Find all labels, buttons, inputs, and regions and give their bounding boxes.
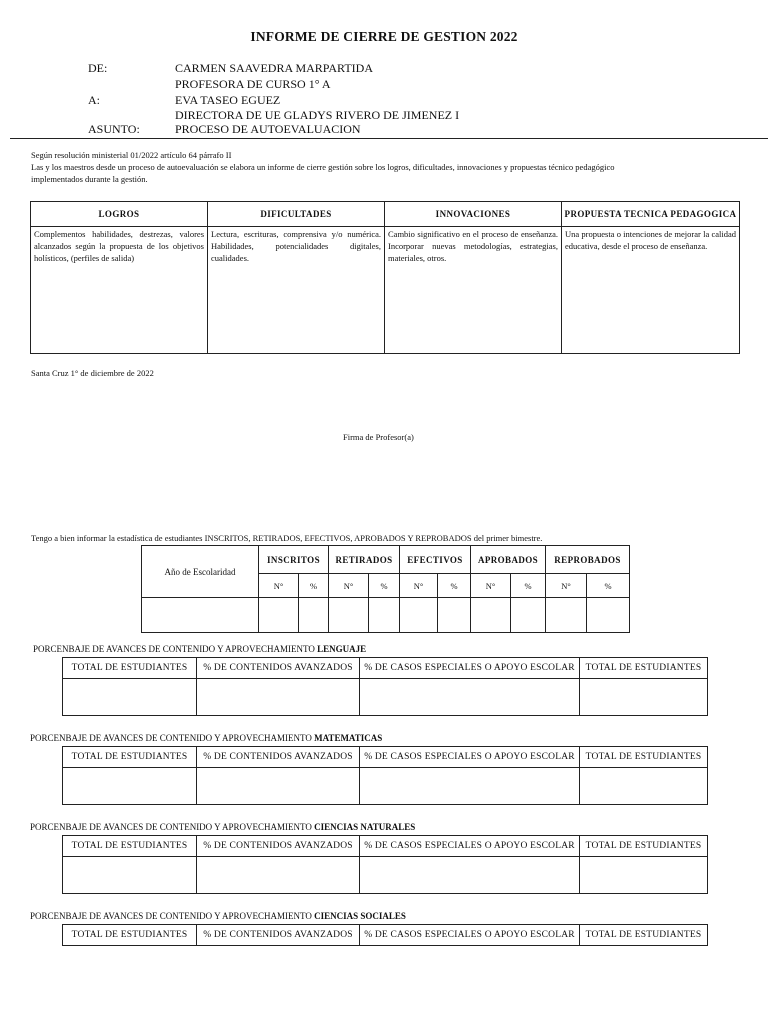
from-role: PROFESORA DE CURSO 1° A [175, 77, 331, 91]
date-line: Santa Cruz 1° de diciembre de 2022 [31, 368, 154, 378]
intro-line-3: implementados durante la gestión. [31, 174, 148, 184]
stats-entry-cell[interactable] [369, 598, 400, 633]
table-ciencias-naturales [62, 835, 708, 894]
col-special-cases: % DE CASOS ESPECIALES O APOYO ESCOLAR [360, 658, 580, 679]
table-ciencias-sociales [62, 924, 708, 946]
header-dificultades: DIFICULTADES [208, 202, 385, 227]
subject-ciencias-sociales: CIENCIAS SOCIALES [314, 911, 406, 921]
col-content-advanced: % DE CONTENIDOS AVANZADOS [197, 836, 360, 857]
col-total-students: TOTAL DE ESTUDIANTES [63, 658, 197, 679]
col-special-cases: % DE CASOS ESPECIALES O APOYO ESCOLAR [360, 836, 580, 857]
cell-innovaciones: Cambio significativo en el proceso de enseñanza. Incorporar nuevas metodologías, estrategias, materiales, otros. [385, 227, 562, 354]
section-title-lenguaje: PORCENBAJE DE AVANCES DE CONTENIDO Y APROVECHAMIENTO LENGUAJE [33, 644, 367, 654]
col-content-advanced: % DE CONTENIDOS AVANZADOS [197, 925, 360, 946]
col-total-students: TOTAL DE ESTUDIANTES [580, 925, 708, 946]
stats-entry-cell[interactable] [471, 598, 511, 633]
subject-ciencias-naturales: CIENCIAS NATURALES [314, 822, 416, 832]
entry-cell[interactable] [580, 679, 708, 716]
col-total-students: TOTAL DE ESTUDIANTES [63, 836, 197, 857]
signature-label: Firma de Profesor(a) [343, 432, 414, 442]
student-stats-table [141, 545, 630, 633]
intro-line-1: Según resolución ministerial 01/2022 artículo 64 párrafo II [31, 150, 232, 160]
stats-entry-cell[interactable] [259, 598, 299, 633]
self-evaluation-table [30, 201, 740, 354]
section-title-ciencias-naturales: PORCENBAJE DE AVANCES DE CONTENIDO Y APROVECHAMIENTO CIENCIAS NATURALES [30, 822, 416, 832]
sub-pct: % [587, 574, 630, 598]
intro-line-2: Las y los maestros desde un proceso de autoevaluación se elabora un informe de cierre gestión sobre los logros, dificultades, innovaciones y propuestas técnico pedagógico [31, 162, 615, 172]
stats-entry-cell[interactable] [546, 598, 587, 633]
from-label: DE: [88, 61, 108, 75]
sub-n: N° [471, 574, 511, 598]
group-efectivos: EFECTIVOS [400, 546, 471, 574]
col-total-students: TOTAL DE ESTUDIANTES [580, 658, 708, 679]
col-special-cases: % DE CASOS ESPECIALES O APOYO ESCOLAR [360, 747, 580, 768]
sub-n: N° [546, 574, 587, 598]
entry-cell[interactable] [360, 857, 580, 894]
header-innovaciones: INNOVACIONES [385, 202, 562, 227]
group-inscritos: INSCRITOS [259, 546, 329, 574]
sub-n: N° [329, 574, 369, 598]
col-total-students: TOTAL DE ESTUDIANTES [580, 747, 708, 768]
entry-cell[interactable] [63, 857, 197, 894]
grade-year-header: Año de Escolaridad [142, 546, 259, 598]
sub-pct: % [438, 574, 471, 598]
sub-pct: % [511, 574, 546, 598]
header-logros: LOGROS [31, 202, 208, 227]
sub-n: N° [400, 574, 438, 598]
stats-entry-cell[interactable] [400, 598, 438, 633]
subject-lenguaje: LENGUAJE [317, 644, 367, 654]
col-total-students: TOTAL DE ESTUDIANTES [580, 836, 708, 857]
table-matematicas [62, 746, 708, 805]
col-content-advanced: % DE CONTENIDOS AVANZADOS [197, 747, 360, 768]
entry-cell[interactable] [197, 679, 360, 716]
cell-dificultades: Lectura, escrituras, comprensiva y/o numérica. Habilidades, potencialidades digitales, cualidades. [208, 227, 385, 354]
stats-entry-cell[interactable] [329, 598, 369, 633]
to-name: EVA TASEO EGUEZ [175, 93, 281, 107]
col-content-advanced: % DE CONTENIDOS AVANZADOS [197, 658, 360, 679]
entry-cell[interactable] [580, 857, 708, 894]
to-label: A: [88, 93, 100, 107]
col-special-cases: % DE CASOS ESPECIALES O APOYO ESCOLAR [360, 925, 580, 946]
sub-n: N° [259, 574, 299, 598]
entry-cell[interactable] [63, 768, 197, 805]
stats-entry-cell[interactable] [142, 598, 259, 633]
subject-label: ASUNTO: [88, 122, 140, 136]
subject-matematicas: MATEMATICAS [314, 733, 383, 743]
section-title-matematicas: PORCENBAJE DE AVANCES DE CONTENIDO Y APROVECHAMIENTO MATEMATICAS [30, 733, 383, 743]
entry-cell[interactable] [63, 679, 197, 716]
entry-cell[interactable] [580, 768, 708, 805]
table-lenguaje [62, 657, 708, 716]
stats-intro: Tengo a bien informar la estadística de estudiantes INSCRITOS, RETIRADOS, EFECTIVOS, APROBADOS Y REPROBADOS del primer bimestre. [31, 533, 543, 543]
document-title: INFORME DE CIERRE DE GESTION 2022 [250, 29, 518, 44]
to-role: DIRECTORA DE UE GLADYS RIVERO DE JIMENEZ I [175, 108, 460, 122]
entry-cell[interactable] [197, 857, 360, 894]
stats-entry-cell[interactable] [299, 598, 329, 633]
entry-cell[interactable] [360, 768, 580, 805]
cell-logros: Complementos habilidades, destrezas, valores alcanzados según la propuesta de los objetivos holísticos, (perfiles de salida) [31, 227, 208, 354]
stats-entry-cell[interactable] [587, 598, 630, 633]
entry-cell[interactable] [197, 768, 360, 805]
stats-entry-cell[interactable] [511, 598, 546, 633]
sub-pct: % [299, 574, 329, 598]
group-aprobados: APROBADOS [471, 546, 546, 574]
subject-value: PROCESO DE AUTOEVALUACION [175, 122, 361, 136]
header-propuesta: PROPUESTA TECNICA PEDAGOGICA [562, 202, 740, 227]
sub-pct: % [369, 574, 400, 598]
cell-propuesta: Una propuesta o intenciones de mejorar la calidad educativa, desde el proceso de enseñanza. [562, 227, 740, 354]
stats-entry-cell[interactable] [438, 598, 471, 633]
group-retirados: RETIRADOS [329, 546, 400, 574]
col-total-students: TOTAL DE ESTUDIANTES [63, 747, 197, 768]
entry-cell[interactable] [360, 679, 580, 716]
col-total-students: TOTAL DE ESTUDIANTES [63, 925, 197, 946]
header-divider [10, 138, 768, 139]
section-title-ciencias-sociales: PORCENBAJE DE AVANCES DE CONTENIDO Y APROVECHAMIENTO CIENCIAS SOCIALES [30, 911, 406, 921]
from-name: CARMEN SAAVEDRA MARPARTIDA [175, 61, 373, 75]
group-reprobados: REPROBADOS [546, 546, 630, 574]
